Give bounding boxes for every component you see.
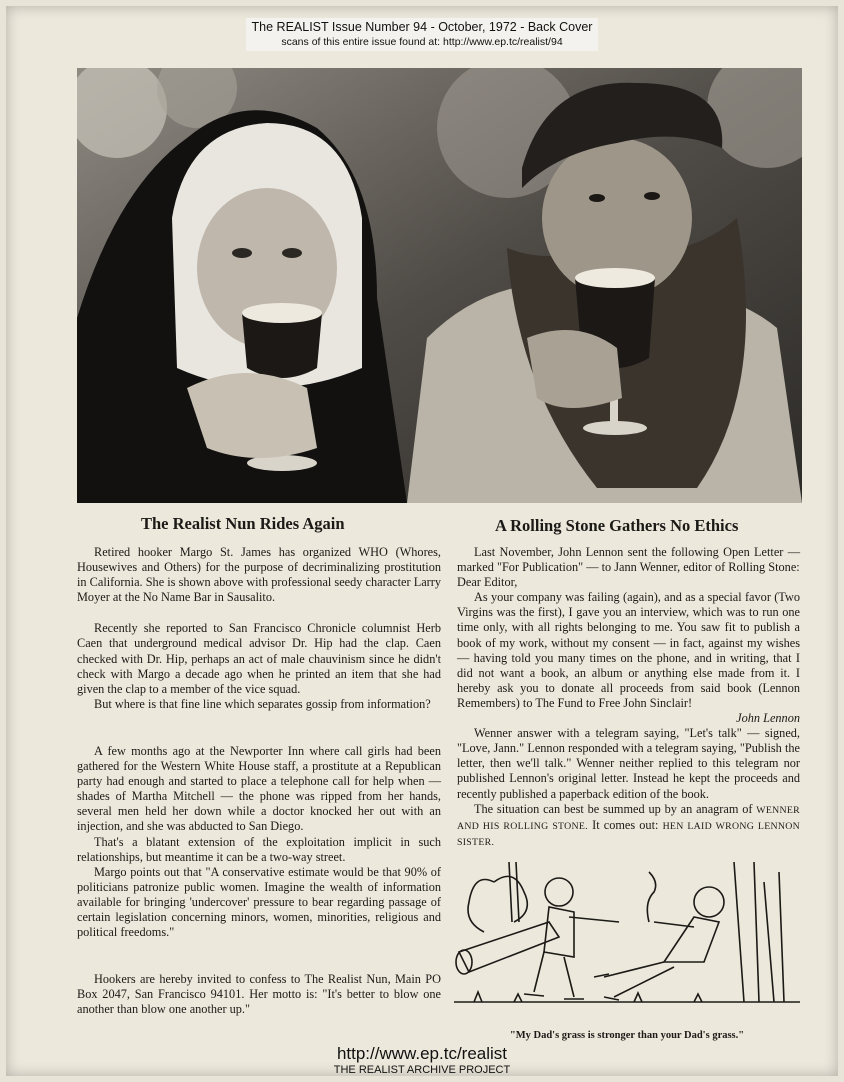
letter-body: As your company was failing (again), and as a special favor (Two Virgins was the first), I gave you an interview, which was to run one time only, with all rights belonging to me. You saw fit to publish a book of my work, without my consent — in fact, against my wishes — having told you many times on the phone, and in writing, that I did not want a book, an album or anything else made from it. I hereby ask you to donate all proceeds from said book (Lennon Remembers) to The Fund to Free John Sinclair! — [457, 590, 800, 710]
left-headline: The Realist Nun Rides Again — [141, 514, 345, 533]
anagram-paragraph — [457, 802, 800, 850]
letter-salutation: Dear Editor, — [457, 575, 518, 590]
anagram-phrase: WENNER AND HIS ROLLING STONE. — [457, 804, 800, 832]
letter-signature: John Lennon — [736, 711, 800, 726]
footer-url-link[interactable]: http://www.ep.tc/realist — [336, 1044, 508, 1063]
right-headline: A Rolling Stone Gathers No Ethics — [495, 516, 739, 535]
cartoon-illustration — [454, 862, 800, 1010]
nun-and-man-photo — [77, 68, 802, 503]
header-title: The REALIST Issue Number 94 - October, 1972 - Back Cover — [251, 20, 593, 34]
left-paragraph: A few months ago at the Newporter Inn where call girls had been gathered for the Western White House staff, a prostitute at a Republican party had enough and started to place a telephone call for help when — shades of Martha Mitchell — the phone was ripped from her hands, several men held her down while a doctor knocked her out with an injection, and she was abducted to San Diego. — [77, 743, 441, 834]
left-paragraph: Recently she reported to San Francisco Chronicle columnist Herb Caen that underground medical advisor Dr. Hip had the clap. Caen checked with Dr. Hip, perhaps an act of male chauvinism since he didn't check with Margo a decade ago when he printed an item that she had given the clap to a member of the vice squad. — [77, 621, 441, 696]
left-article-body — [77, 545, 441, 1017]
left-paragraph: That's a blatant extension of the exploitation implicit in such relationships, but meantime it can be a two-way street. — [77, 834, 441, 864]
left-paragraph: But where is that fine line which separates gossip from information? — [94, 696, 431, 711]
right-article-body — [457, 545, 800, 850]
anagram-mid: It comes out: — [592, 817, 659, 832]
scan-header — [246, 18, 598, 51]
left-paragraph: Margo points out that "A conservative estimate would be that 90% of politicians patronize public women. Imagine the wealth of information available for bringing 'undercover' pressure to bear regarding passage of certain legislation concerning minors, women, minorities, religious and political freedoms." — [77, 864, 441, 940]
right-intro: Last November, John Lennon sent the following Open Letter — marked "For Publication" — to Jann Wenner, editor of Rolling Stone: — [457, 545, 800, 575]
left-paragraph: Retired hooker Margo St. James has organized WHO (Whores, Housewives and Others) for the purpose of decriminalizing prostitution in California. She is shown above with professional seedy character Larry Moyer at the No Name Bar in Sausalito. — [77, 545, 441, 605]
footer-project: THE REALIST ARCHIVE PROJECT — [333, 1064, 511, 1076]
right-followup: Wenner answer with a telegram saying, "Let's talk" — signed, "Love, Jann." Lennon responded with a telegram saying, "Publish the letter, then we'll talk." Wenner neither replied to this telegram nor published Lennon's original letter. Instead he kept the proceeds and recently published a paperback edition of the book. — [457, 726, 800, 801]
cartoon-caption: "My Dad's grass is stronger than your Dad's grass." — [509, 1030, 745, 1041]
anagram-intro: The situation can best be summed up by an anagram of — [474, 801, 753, 816]
anagram-result: HEN LAID WRONG LENNON SISTER. — [457, 820, 801, 848]
header-subtitle: scans of this entire issue found at: http://www.ep.tc/realist/94 — [281, 36, 563, 48]
left-paragraph: Hookers are hereby invited to confess to The Realist Nun, Main PO Box 2047, San Francisco 94101. Her motto is: "It's better to blow one another than blow one another up." — [77, 972, 441, 1017]
